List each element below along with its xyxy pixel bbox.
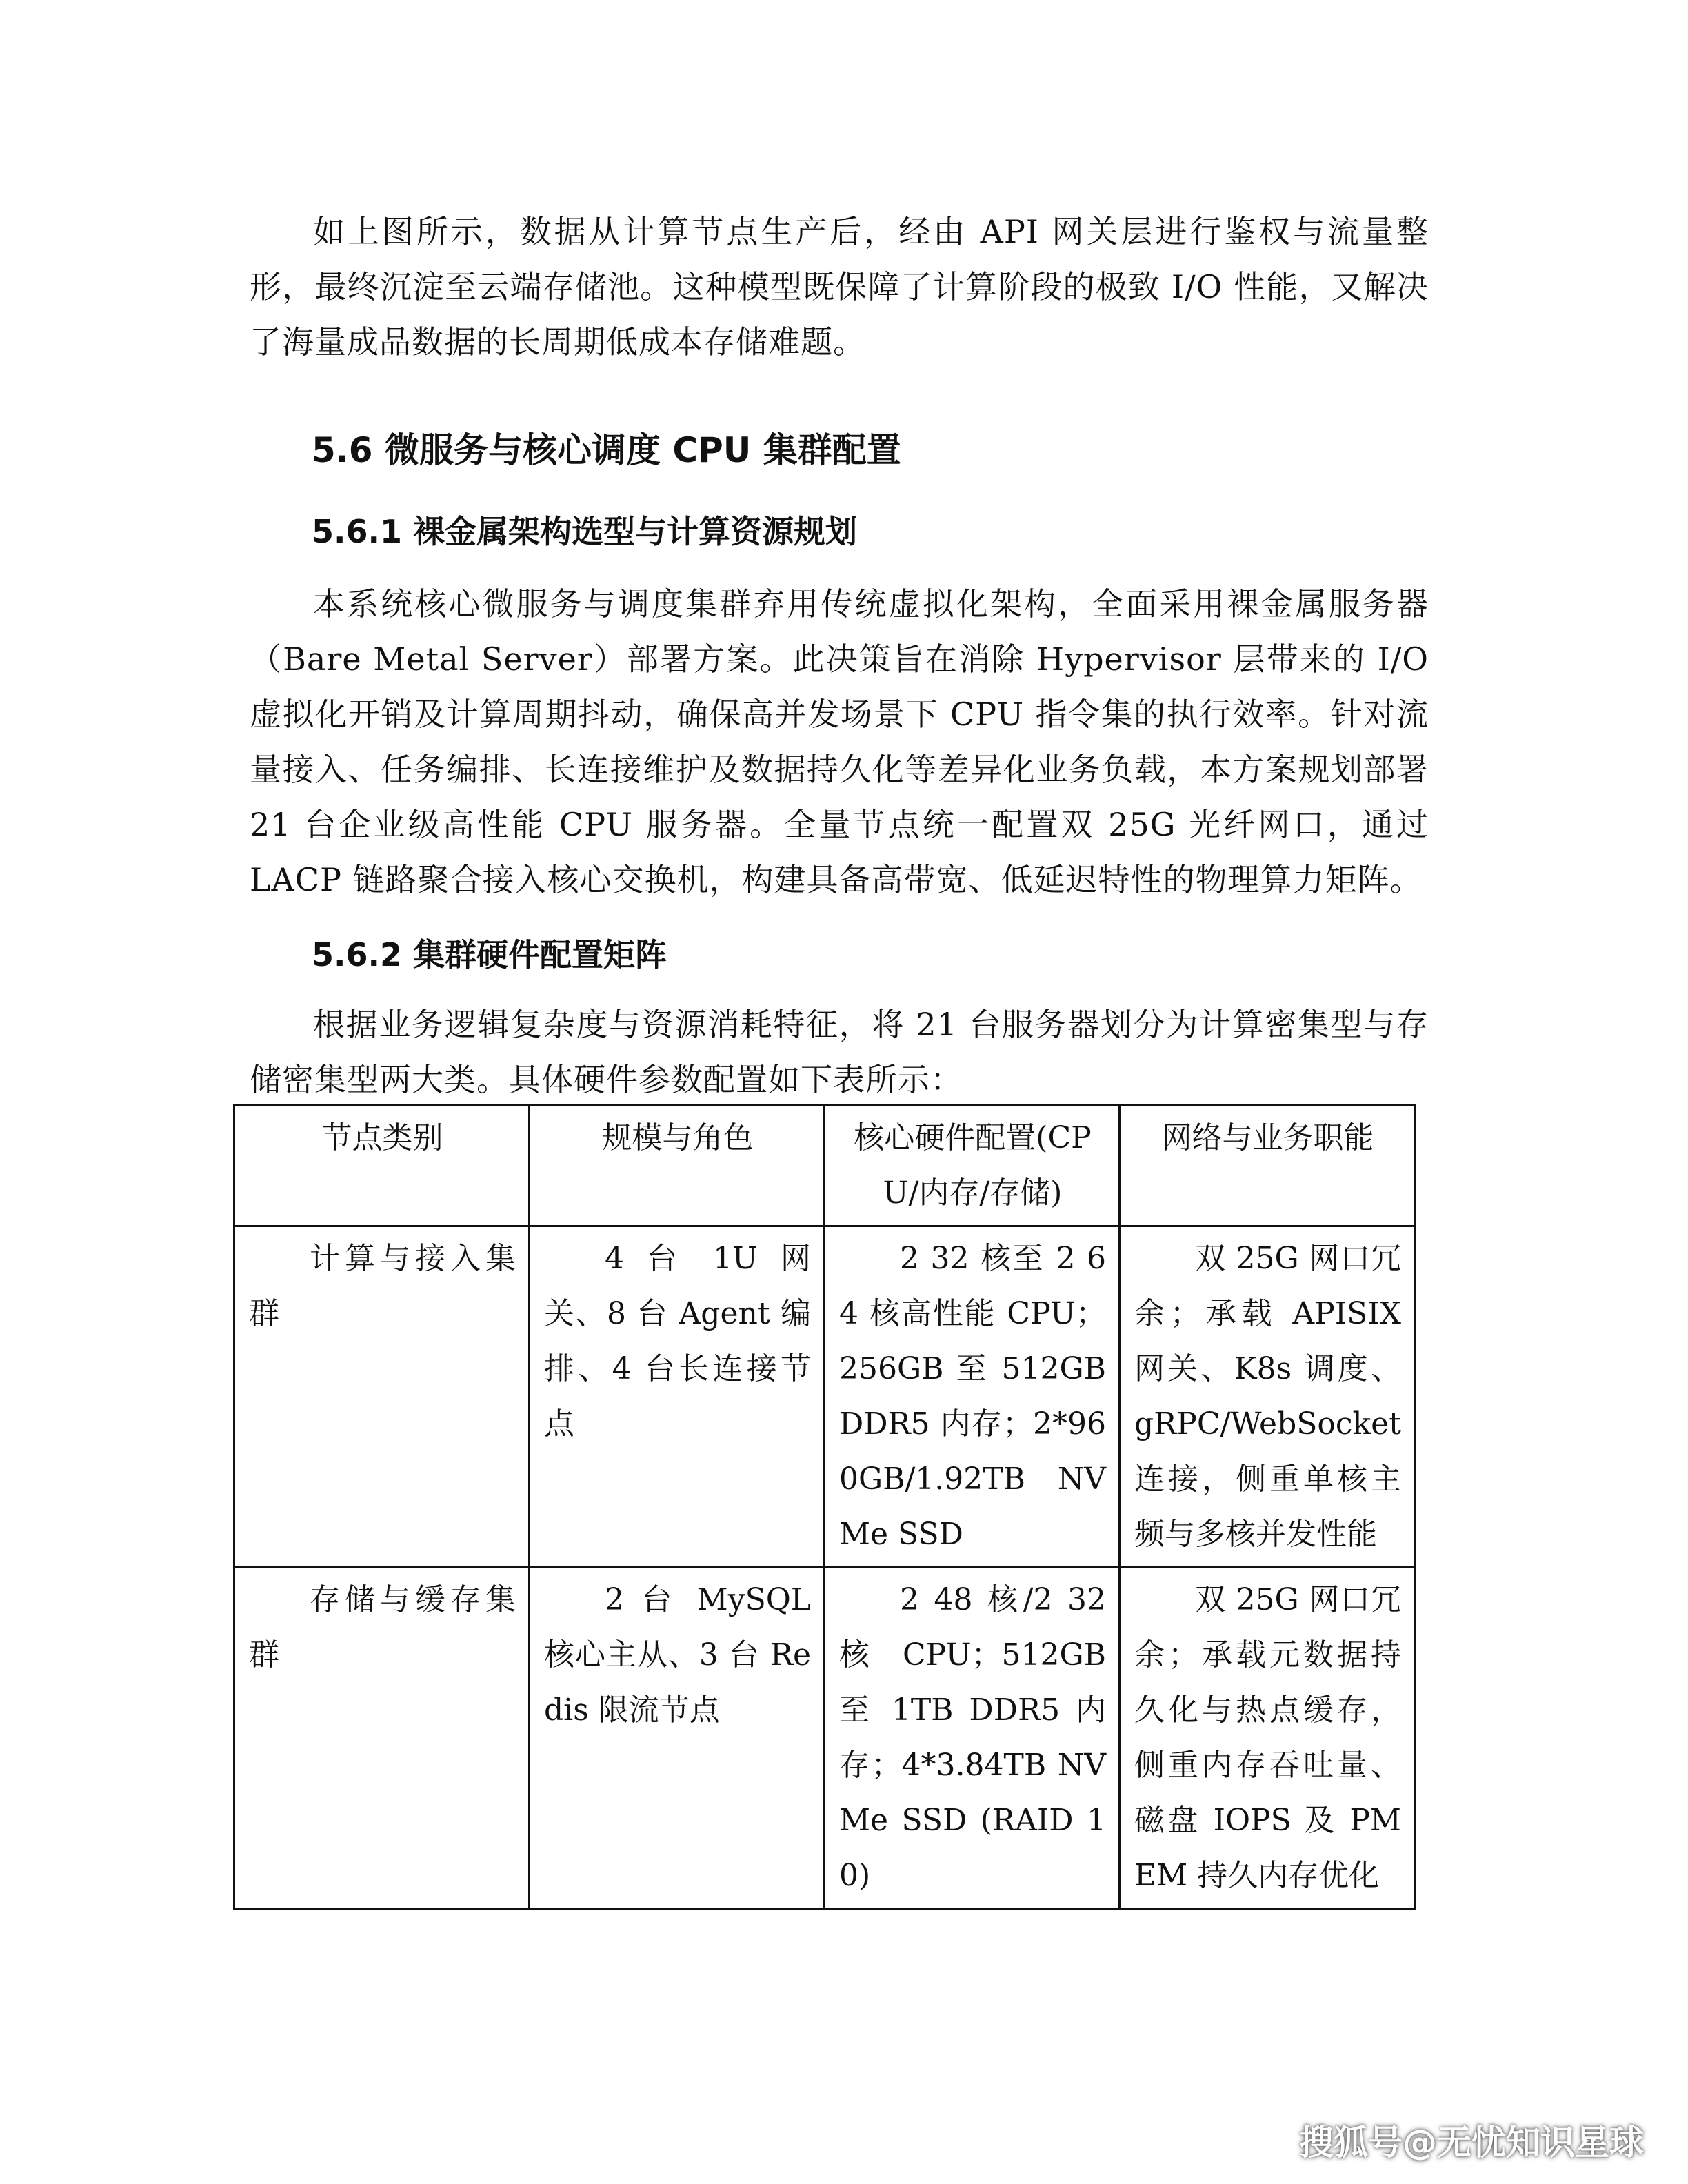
header-scale-role: 规模与角色 xyxy=(530,1106,825,1226)
section-5-6-2-paragraph: 根据业务逻辑复杂度与资源消耗特征，将 21 台服务器划分为计算密集型与存储密集型两大类。具体硬件参数配置如下表所示： xyxy=(250,1006,1429,1098)
table-row xyxy=(234,1226,1415,1568)
source-watermark: 搜狐号@无忧知识星球 xyxy=(1299,2123,1644,2163)
cell-network: 双 25G 网口冗余；承载 APISIX 网关、K8s 调度、gRPC/WebSocket 连接，侧重单核主频与多核并发性能 xyxy=(1120,1226,1415,1568)
intro-paragraph: 如上图所示，数据从计算节点生产后，经由 API 网关层进行鉴权与流量整形，最终沉淀至云端存储池。这种模型既保障了计算阶段的极致 I/O 性能，又解决了海量成品数据的长周期低成本存储难题。 xyxy=(250,213,1429,361)
cell-scale: 2 台 MySQL 核心主从、3 台 Redis 限流节点 xyxy=(530,1568,825,1909)
section-heading-5-6-1: 5.6.1 裸金属架构选型与计算资源规划 xyxy=(312,513,857,550)
header-network-function: 网络与业务职能 xyxy=(1120,1106,1415,1226)
cell-hardware: 2 32 核至 2 64 核高性能 CPU；256GB 至 512GB DDR5 内存；2*960GB/1.92TB NVMe SSD xyxy=(825,1226,1120,1568)
header-core-hardware: 核心硬件配置(CPU/内存/存储) xyxy=(825,1106,1120,1226)
table-row xyxy=(234,1568,1415,1909)
hardware-config-table xyxy=(233,1104,1416,1910)
cell-network: 双 25G 网口冗余；承载元数据持久化与热点缓存，侧重内存吞吐量、磁盘 IOPS 及 PMEM 持久内存优化 xyxy=(1120,1568,1415,1909)
table-header-row xyxy=(234,1106,1415,1226)
header-node-category: 节点类别 xyxy=(234,1106,530,1226)
section-heading-5-6: 5.6 微服务与核心调度 CPU 集群配置 xyxy=(312,430,901,470)
cell-scale: 4 台 1U 网关、8 台 Agent 编排、4 台长连接节点 xyxy=(530,1226,825,1568)
cell-category: 计算与接入集群 xyxy=(234,1226,530,1568)
cell-hardware: 2 48 核/2 32 核 CPU；512GB 至 1TB DDR5 内存；4*3.84TB NVMe SSD (RAID 10) xyxy=(825,1568,1120,1909)
cell-category: 存储与缓存集群 xyxy=(234,1568,530,1909)
section-heading-5-6-2: 5.6.2 集群硬件配置矩阵 xyxy=(312,936,667,973)
section-5-6-1-paragraph: 本系统核心微服务与调度集群弃用传统虚拟化架构，全面采用裸金属服务器（Bare Metal Server）部署方案。此决策旨在消除 Hypervisor 层带来的 I/O 虚拟化开销及计算周期抖动，确保高并发场景下 CPU 指令集的执行效率。针对流量接入、任务编排、长连接维护及数据持久化等差异化业务负载，本方案规划部署 21 台企业级高性能 CPU 服务器。全量节点统一配置双 25G 光纤网口，通过 LACP 链路聚合接入核心交换机，构建具备高带宽、低延迟特性的物理算力矩阵。 xyxy=(250,585,1429,898)
